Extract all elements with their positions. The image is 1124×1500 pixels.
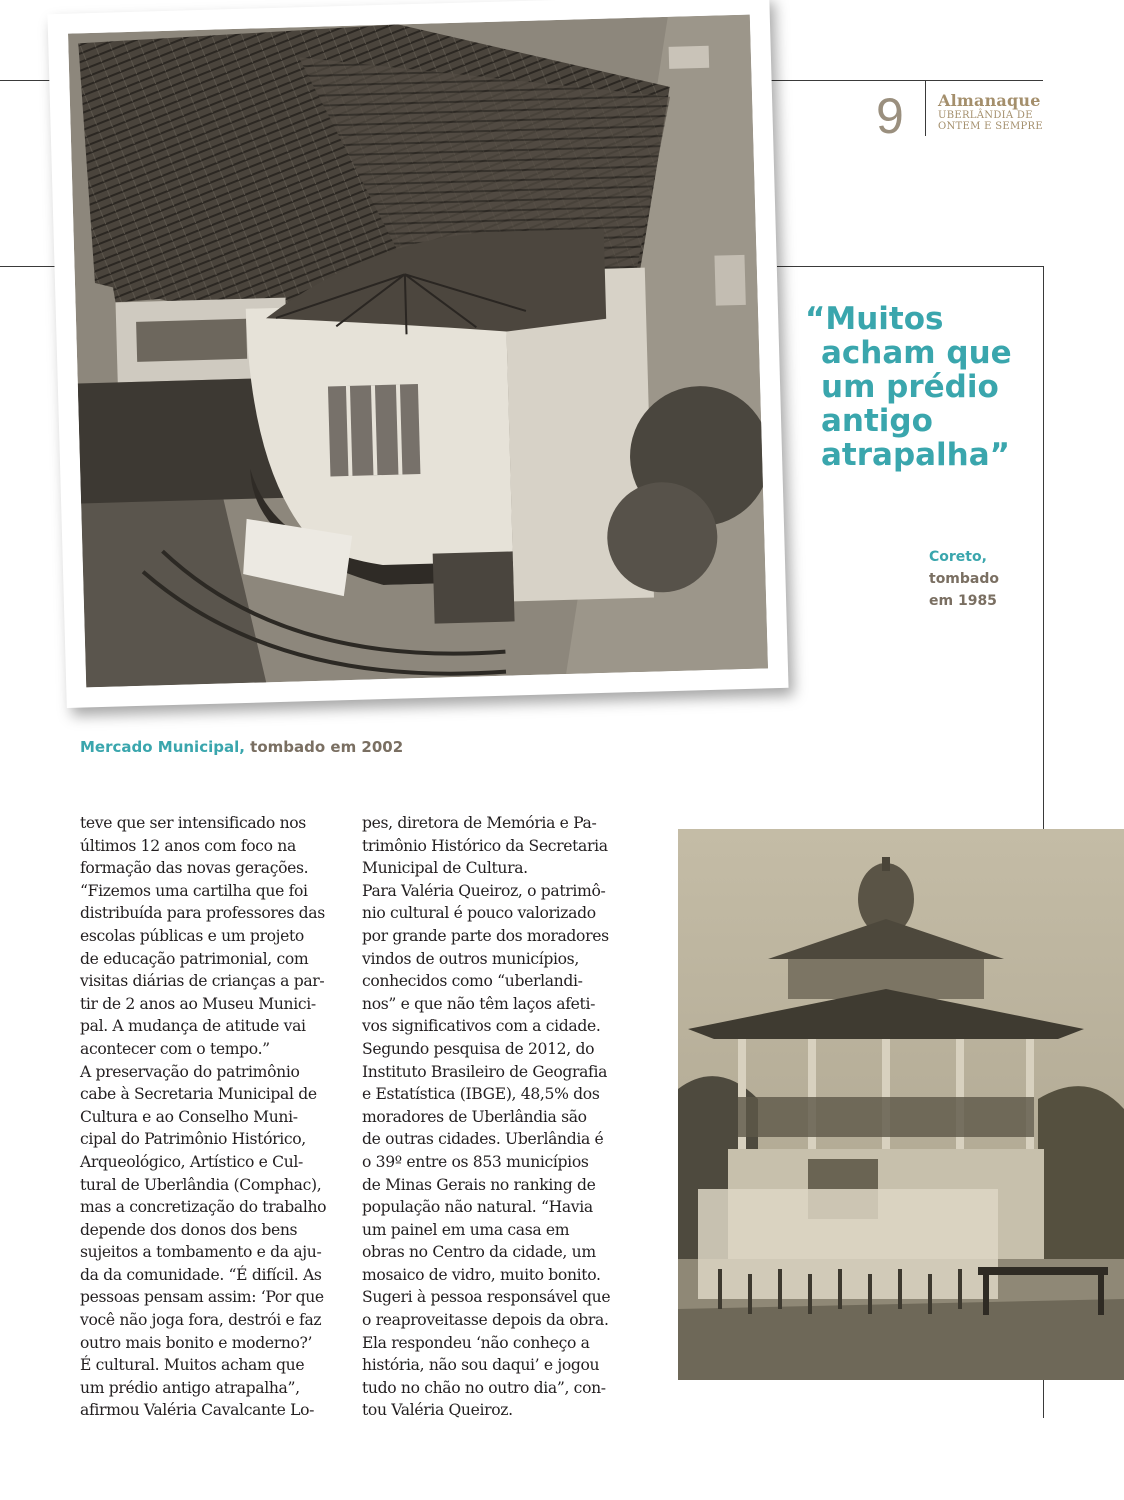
article-column-1 xyxy=(80,812,342,1422)
text-line: pal. A mudança de atitude vai xyxy=(80,1017,306,1036)
pull-quote-line: acham que xyxy=(821,335,1012,371)
pull-quote-line: atrapalha” xyxy=(821,437,1011,473)
text-line: vindos de outros municípios, xyxy=(362,949,579,968)
text-line: mas a concretização do trabalho xyxy=(80,1198,327,1217)
text-line: depende dos donos dos bens xyxy=(80,1220,298,1239)
text-line: da da comunidade. “É difícil. As xyxy=(80,1265,322,1284)
brand-subtitle-2: ONTEM E SEMPRE xyxy=(938,121,1043,132)
coreto-caption-detail-1: tombado xyxy=(929,571,1000,587)
text-line: afirmou Valéria Cavalcante Lo- xyxy=(80,1401,315,1420)
text-line: sujeitos a tombamento e da aju- xyxy=(80,1243,322,1262)
brand-subtitle-1: UBERLÂNDIA DE xyxy=(938,110,1033,121)
text-line: Municipal de Cultura. xyxy=(362,859,528,878)
mercado-caption xyxy=(80,738,403,756)
text-line: obras no Centro da cidade, um xyxy=(362,1243,596,1262)
text-line: Segundo pesquisa de 2012, do xyxy=(362,1039,595,1058)
text-line: Ela respondeu ‘não conheço a xyxy=(362,1333,590,1352)
text-line: cipal do Patrimônio Histórico, xyxy=(80,1130,306,1149)
text-line: acontecer com o tempo.” xyxy=(80,1039,270,1058)
text-line: tudo no chão no outro dia”, con- xyxy=(362,1378,606,1397)
text-line: pessoas pensam assim: ‘Por que xyxy=(80,1288,324,1307)
text-line: de outras cidades. Uberlândia é xyxy=(362,1130,604,1149)
text-line: mosaico de vidro, muito bonito. xyxy=(362,1265,601,1284)
text-line: um painel em uma casa em xyxy=(362,1220,570,1239)
page-number: 9 xyxy=(876,88,904,144)
text-line: Para Valéria Queiroz, o patrimô- xyxy=(362,881,606,900)
coreto-photo xyxy=(678,829,1124,1380)
text-line: e Estatística (IBGE), 48,5% dos xyxy=(362,1085,600,1104)
photo-frame-mercado xyxy=(47,0,788,708)
text-line: história, não sou daqui’ e jogou xyxy=(362,1356,600,1375)
text-line: por grande parte dos moradores xyxy=(362,926,609,945)
text-line: cabe à Secretaria Municipal de xyxy=(80,1085,317,1104)
text-line: nio cultural é pouco valorizado xyxy=(362,904,596,923)
text-line: visitas diárias de crianças a par- xyxy=(80,972,325,991)
pull-quote-line: antigo xyxy=(821,403,933,439)
text-line: “Fizemos uma cartilha que foi xyxy=(80,881,308,900)
coreto-caption xyxy=(929,546,1039,612)
text-line: população não natural. “Havia xyxy=(362,1198,593,1217)
text-line: conhecidos como “uberlandi- xyxy=(362,972,583,991)
text-line: Instituto Brasileiro de Geografia xyxy=(362,1062,608,1081)
text-line: Cultura e ao Conselho Muni- xyxy=(80,1107,298,1126)
text-line: nos” e que não têm laços afeti- xyxy=(362,994,596,1013)
text-line: Arqueológico, Artístico e Cul- xyxy=(80,1152,303,1171)
text-line: A preservação do patrimônio xyxy=(80,1062,300,1081)
brand-title: Almanaque xyxy=(938,91,1041,110)
text-line: pes, diretora de Memória e Pa- xyxy=(362,814,597,832)
text-line: outro mais bonito e moderno?’ xyxy=(80,1333,313,1352)
text-line: tural de Uberlândia (Comphac), xyxy=(80,1175,322,1194)
text-line: você não joga fora, destrói e faz xyxy=(80,1311,322,1330)
coreto-caption-detail-2: em 1985 xyxy=(929,593,997,609)
text-line: tou Valéria Queiroz. xyxy=(362,1401,513,1420)
text-line: moradores de Uberlândia são xyxy=(362,1107,587,1126)
coreto-caption-name: Coreto, xyxy=(929,549,987,565)
pull-quote-line: “Muitos xyxy=(805,301,944,337)
text-line: um prédio antigo atrapalha”, xyxy=(80,1378,300,1397)
text-line: distribuída para professores das xyxy=(80,904,325,923)
mercado-caption-detail: tombado em 2002 xyxy=(244,738,404,756)
text-line: de educação patrimonial, com xyxy=(80,949,309,968)
article-column-2 xyxy=(362,812,627,1422)
text-line: o 39º entre os 853 municípios xyxy=(362,1152,589,1171)
text-line: É cultural. Muitos acham que xyxy=(80,1356,305,1375)
text-line: tir de 2 anos ao Museu Munici- xyxy=(80,994,316,1013)
text-line: últimos 12 anos com foco na xyxy=(80,836,296,855)
text-line: vos significativos com a cidade. xyxy=(362,1017,601,1036)
pull-quote-line: um prédio xyxy=(821,369,999,405)
mercado-caption-name: Mercado Municipal, xyxy=(80,738,245,756)
pull-quote xyxy=(805,302,1020,472)
text-line: escolas públicas e um projeto xyxy=(80,926,304,945)
publication-brand xyxy=(938,92,1048,132)
header-divider xyxy=(925,80,926,136)
text-line: trimônio Histórico da Secretaria xyxy=(362,836,608,855)
mercado-municipal-photo xyxy=(68,15,768,688)
section-rule-right xyxy=(777,266,1044,267)
text-line: formação das novas gerações. xyxy=(80,859,309,878)
text-line: Sugeri à pessoa responsável que xyxy=(362,1288,611,1307)
text-line: de Minas Gerais no ranking de xyxy=(362,1175,596,1194)
text-line: teve que ser intensificado nos xyxy=(80,814,306,832)
text-line: o reaproveitasse depois da obra. xyxy=(362,1311,609,1330)
